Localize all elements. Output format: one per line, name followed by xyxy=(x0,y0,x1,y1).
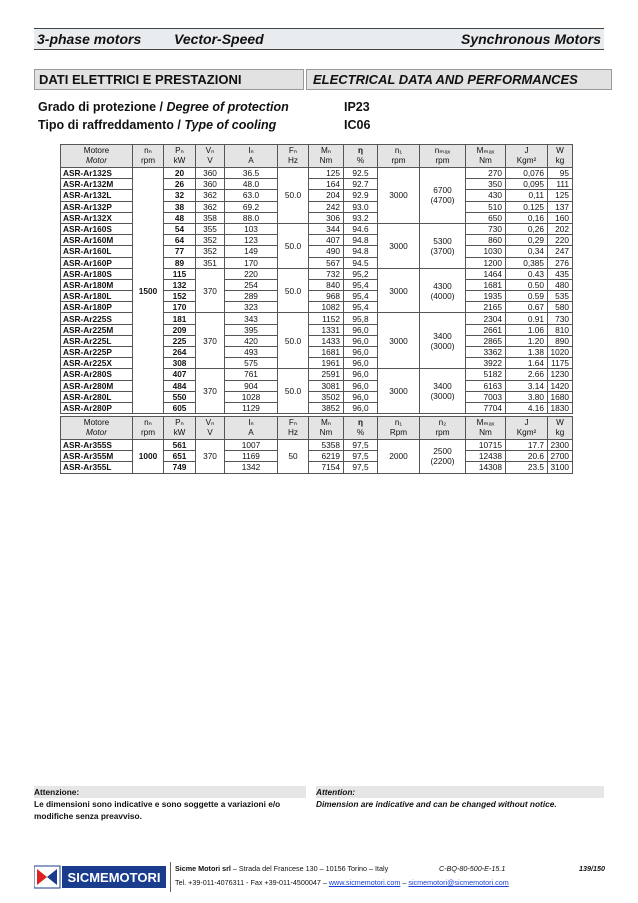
rated-power: 38 xyxy=(164,201,196,212)
cooling-value: IC06 xyxy=(344,118,371,132)
rated-current: 69.2 xyxy=(225,201,278,212)
rated-torque: 242 xyxy=(309,201,344,212)
col-in: Iₙ A xyxy=(225,417,278,440)
weight: 202 xyxy=(548,223,573,234)
col-j: J Kgm² xyxy=(506,417,548,440)
col-mmax: Mₘₐₓ Nm xyxy=(466,417,506,440)
rated-torque: 490 xyxy=(309,246,344,257)
efficiency: 95,8 xyxy=(344,313,378,324)
motor-model: ASR-Ar132X xyxy=(61,212,133,223)
section-title-english: ELECTRICAL DATA AND PERFORMANCES xyxy=(306,69,612,90)
motor-model: ASR-Ar280S xyxy=(61,369,133,380)
max-torque: 510 xyxy=(466,201,506,212)
base-speed: 3000 xyxy=(378,168,420,224)
rated-power: 32 xyxy=(164,190,196,201)
rated-power: 115 xyxy=(164,268,196,279)
col-vn: Vₙ V xyxy=(196,145,225,168)
col-j: J Kgm² xyxy=(506,145,548,168)
inertia: 1.38 xyxy=(506,347,548,358)
note-english-title: Attention: xyxy=(316,786,604,798)
rated-torque: 7154 xyxy=(309,462,344,473)
rated-current: 103 xyxy=(225,223,278,234)
efficiency: 92.5 xyxy=(344,168,378,179)
rated-torque: 1681 xyxy=(309,347,344,358)
motor-model: ASR-Ar132P xyxy=(61,201,133,212)
col-mn: Mₙ Nm xyxy=(309,145,344,168)
motor-model: ASR-Ar160P xyxy=(61,257,133,268)
rated-voltage: 352 xyxy=(196,235,225,246)
max-torque: 3362 xyxy=(466,347,506,358)
inertia: 1.06 xyxy=(506,324,548,335)
table2-header-row xyxy=(61,417,573,440)
inertia: 0.50 xyxy=(506,279,548,290)
base-speed: 3000 xyxy=(378,313,420,369)
motor-model: ASR-Ar355M xyxy=(61,451,133,462)
motor-model: ASR-Ar180M xyxy=(61,279,133,290)
note-italian-title: Attenzione: xyxy=(34,786,306,798)
rated-power: 64 xyxy=(164,235,196,246)
rated-voltage: 362 xyxy=(196,201,225,212)
rated-voltage: 351 xyxy=(196,257,225,268)
max-speed: 2500 (2200) xyxy=(420,440,466,474)
inertia: 20.6 xyxy=(506,451,548,462)
efficiency: 95,2 xyxy=(344,268,378,279)
rated-current: 220 xyxy=(225,268,278,279)
section-title-italian: DATI ELETTRICI E PRESTAZIONI xyxy=(34,69,304,90)
inertia: 17.7 xyxy=(506,440,548,451)
inertia: 3.80 xyxy=(506,391,548,402)
rated-power: 20 xyxy=(164,168,196,179)
rated-power: 209 xyxy=(164,324,196,335)
motor-model: ASR-Ar225M xyxy=(61,324,133,335)
rated-current: 48.0 xyxy=(225,179,278,190)
motor-model: ASR-Ar280P xyxy=(61,402,133,413)
inertia: 0,34 xyxy=(506,246,548,257)
max-torque: 14308 xyxy=(466,462,506,473)
document-header xyxy=(34,28,604,50)
rated-current: 343 xyxy=(225,313,278,324)
header-right-title: Synchronous Motors xyxy=(460,31,601,47)
weight: 1830 xyxy=(548,402,573,413)
weight: 1020 xyxy=(548,347,573,358)
frequency: 50.0 xyxy=(278,369,309,414)
col-motor: Motore Motor xyxy=(61,145,133,168)
protection-label: Grado di protezione / Degree of protection xyxy=(38,100,289,114)
efficiency: 97,5 xyxy=(344,462,378,473)
max-torque: 2661 xyxy=(466,324,506,335)
weight: 1175 xyxy=(548,358,573,369)
rated-torque: 6219 xyxy=(309,451,344,462)
footer-contacts-line: Tel. +39-011-4076311 - Fax +39-011-4500047 – www.sicmemotori.com – sicmemotori@sicmemotori.com xyxy=(175,878,509,887)
efficiency: 97,5 xyxy=(344,451,378,462)
max-torque: 10715 xyxy=(466,440,506,451)
frequency: 50.0 xyxy=(278,168,309,224)
rated-power: 605 xyxy=(164,402,196,413)
rated-torque: 3502 xyxy=(309,391,344,402)
rated-current: 123 xyxy=(225,235,278,246)
inertia: 1.64 xyxy=(506,358,548,369)
rated-power: 407 xyxy=(164,369,196,380)
rated-current: 1129 xyxy=(225,402,278,413)
rated-torque: 125 xyxy=(309,168,344,179)
weight: 730 xyxy=(548,313,573,324)
col-nmax: nₘₐₓ rpm xyxy=(420,145,466,168)
rated-current: 761 xyxy=(225,369,278,380)
col-in: Iₙ A xyxy=(225,145,278,168)
motor-model: ASR-Ar160M xyxy=(61,235,133,246)
rated-current: 63.0 xyxy=(225,190,278,201)
motor-model: ASR-Ar355L xyxy=(61,462,133,473)
cooling-label: Tipo di raffreddamento / Type of cooling xyxy=(38,118,277,132)
motor-model: ASR-Ar355S xyxy=(61,440,133,451)
motor-model: ASR-Ar160S xyxy=(61,223,133,234)
motor-model: ASR-Ar180L xyxy=(61,291,133,302)
weight: 890 xyxy=(548,335,573,346)
col-mn: Mₙ Nm xyxy=(309,417,344,440)
inertia: 0.59 xyxy=(506,291,548,302)
rated-voltage: 370 xyxy=(196,369,225,414)
rated-voltage: 370 xyxy=(196,313,225,369)
rated-torque: 3852 xyxy=(309,402,344,413)
electrical-data-table-1500rpm xyxy=(60,144,573,414)
weight: 3100 xyxy=(548,462,573,473)
max-torque: 2165 xyxy=(466,302,506,313)
motor-model: ASR-Ar160L xyxy=(61,246,133,257)
rated-torque: 1331 xyxy=(309,324,344,335)
note-italian-text: Le dimensioni sono indicative e sono soggette a variazioni e/o modifiche senza preavviso. xyxy=(34,799,281,821)
weight: 220 xyxy=(548,235,573,246)
rated-torque: 204 xyxy=(309,190,344,201)
rated-power: 152 xyxy=(164,291,196,302)
efficiency: 94.5 xyxy=(344,257,378,268)
rated-voltage: 370 xyxy=(196,268,225,313)
rated-torque: 1961 xyxy=(309,358,344,369)
rated-torque: 306 xyxy=(309,212,344,223)
rated-torque: 5358 xyxy=(309,440,344,451)
max-torque: 730 xyxy=(466,223,506,234)
motor-model: ASR-Ar225P xyxy=(61,347,133,358)
rated-torque: 1152 xyxy=(309,313,344,324)
rated-torque: 2591 xyxy=(309,369,344,380)
rated-current: 420 xyxy=(225,335,278,346)
motor-model: ASR-Ar225S xyxy=(61,313,133,324)
inertia: 0.43 xyxy=(506,268,548,279)
weight: 125 xyxy=(548,190,573,201)
rated-voltage: 355 xyxy=(196,223,225,234)
weight: 276 xyxy=(548,257,573,268)
rated-power: 89 xyxy=(164,257,196,268)
footer-website-link[interactable]: www.sicmemotori.com xyxy=(328,878,401,887)
rated-torque: 840 xyxy=(309,279,344,290)
rated-torque: 407 xyxy=(309,235,344,246)
weight: 137 xyxy=(548,201,573,212)
base-speed: 3000 xyxy=(378,268,420,313)
inertia: 1.20 xyxy=(506,335,548,346)
rated-voltage: 360 xyxy=(196,179,225,190)
max-torque: 12438 xyxy=(466,451,506,462)
protection-value: IP23 xyxy=(344,100,370,114)
rated-power: 26 xyxy=(164,179,196,190)
table-row xyxy=(61,440,573,451)
efficiency: 96,0 xyxy=(344,335,378,346)
max-torque: 350 xyxy=(466,179,506,190)
footer-address: – Strada del Francese 130 – 10156 Torino – Italy xyxy=(230,864,389,873)
rated-speed: 1000 xyxy=(133,440,164,474)
efficiency: 93.0 xyxy=(344,201,378,212)
footer-address-line xyxy=(175,862,609,876)
note-english-text: Dimension are indicative and can be changed without notice. xyxy=(316,799,557,809)
col-nn: nₙ rpm xyxy=(133,145,164,168)
max-torque: 430 xyxy=(466,190,506,201)
inertia: 0,076 xyxy=(506,168,548,179)
max-speed: 6700 (4700) xyxy=(420,168,466,224)
col-vn: Vₙ V xyxy=(196,417,225,440)
rated-current: 493 xyxy=(225,347,278,358)
rated-power: 651 xyxy=(164,451,196,462)
weight: 535 xyxy=(548,291,573,302)
weight: 95 xyxy=(548,168,573,179)
max-torque: 1464 xyxy=(466,268,506,279)
efficiency: 96,0 xyxy=(344,380,378,391)
rated-torque: 1082 xyxy=(309,302,344,313)
col-eta: η % xyxy=(344,417,378,440)
frequency: 50 xyxy=(278,440,309,474)
rated-power: 484 xyxy=(164,380,196,391)
rated-current: 170 xyxy=(225,257,278,268)
rated-current: 254 xyxy=(225,279,278,290)
max-torque: 2865 xyxy=(466,335,506,346)
frequency: 50.0 xyxy=(278,268,309,313)
rated-torque: 344 xyxy=(309,223,344,234)
efficiency: 95,4 xyxy=(344,302,378,313)
rated-voltage: 370 xyxy=(196,440,225,474)
weight: 247 xyxy=(548,246,573,257)
footer-doc-code: C-BQ-80-500-E-15.1 xyxy=(439,864,506,873)
rated-power: 225 xyxy=(164,335,196,346)
footer-contacts: Tel. +39-011-4076311 - Fax +39-011-4500047 – xyxy=(175,878,329,887)
rated-current: 88.0 xyxy=(225,212,278,223)
inertia: 23.5 xyxy=(506,462,548,473)
motor-model: ASR-Ar180P xyxy=(61,302,133,313)
weight: 435 xyxy=(548,268,573,279)
footer-info xyxy=(170,862,609,892)
efficiency: 95,4 xyxy=(344,279,378,290)
max-torque: 1935 xyxy=(466,291,506,302)
rated-power: 749 xyxy=(164,462,196,473)
max-torque: 1030 xyxy=(466,246,506,257)
header-left-title: 3-phase motors xyxy=(37,31,142,47)
rated-torque: 567 xyxy=(309,257,344,268)
motor-model: ASR-Ar132L xyxy=(61,190,133,201)
max-torque: 7704 xyxy=(466,402,506,413)
efficiency: 96,0 xyxy=(344,324,378,335)
footer-email-link[interactable]: sicmemotori@sicmemotori.com xyxy=(408,878,509,887)
weight: 1680 xyxy=(548,391,573,402)
inertia: 0.125 xyxy=(506,201,548,212)
max-torque: 3922 xyxy=(466,358,506,369)
rated-power: 54 xyxy=(164,223,196,234)
base-speed: 2000 xyxy=(378,440,420,474)
max-torque: 5182 xyxy=(466,369,506,380)
rated-speed: 1500 xyxy=(133,168,164,414)
weight: 2700 xyxy=(548,451,573,462)
rated-current: 36.5 xyxy=(225,168,278,179)
col-pn: Pₙ kW xyxy=(164,145,196,168)
weight: 2300 xyxy=(548,440,573,451)
rated-torque: 968 xyxy=(309,291,344,302)
col-n1: n₁ Rpm xyxy=(378,417,420,440)
col-pn: Pₙ kW xyxy=(164,417,196,440)
rated-power: 550 xyxy=(164,391,196,402)
max-speed: 3400 (3000) xyxy=(420,313,466,369)
col-w: W kg xyxy=(548,417,573,440)
efficiency: 93.2 xyxy=(344,212,378,223)
col-n2: n₂ rpm xyxy=(420,417,466,440)
motor-model: ASR-Ar225X xyxy=(61,358,133,369)
inertia: 0.67 xyxy=(506,302,548,313)
efficiency: 97,5 xyxy=(344,440,378,451)
motor-model: ASR-Ar132S xyxy=(61,168,133,179)
max-torque: 860 xyxy=(466,235,506,246)
col-motor: Motore Motor xyxy=(61,417,133,440)
motor-model: ASR-Ar280L xyxy=(61,391,133,402)
col-nn: nₙ rpm xyxy=(133,417,164,440)
base-speed: 3000 xyxy=(378,223,420,268)
weight: 111 xyxy=(548,179,573,190)
inertia: 3.14 xyxy=(506,380,548,391)
inertia: 0,26 xyxy=(506,223,548,234)
max-torque: 270 xyxy=(466,168,506,179)
efficiency: 92.7 xyxy=(344,179,378,190)
weight: 580 xyxy=(548,302,573,313)
motor-model: ASR-Ar225L xyxy=(61,335,133,346)
max-speed: 5300 (3700) xyxy=(420,223,466,268)
inertia: 0,11 xyxy=(506,190,548,201)
rated-current: 1342 xyxy=(225,462,278,473)
weight: 160 xyxy=(548,212,573,223)
rated-current: 149 xyxy=(225,246,278,257)
rated-power: 561 xyxy=(164,440,196,451)
rated-voltage: 362 xyxy=(196,190,225,201)
max-torque: 7003 xyxy=(466,391,506,402)
frequency: 50.0 xyxy=(278,313,309,369)
motor-model: ASR-Ar180S xyxy=(61,268,133,279)
weight: 480 xyxy=(548,279,573,290)
col-n1: n₁ rpm xyxy=(378,145,420,168)
rated-voltage: 352 xyxy=(196,246,225,257)
efficiency: 96,0 xyxy=(344,391,378,402)
max-torque: 1681 xyxy=(466,279,506,290)
rated-current: 1169 xyxy=(225,451,278,462)
table-row xyxy=(61,168,573,179)
base-speed: 3000 xyxy=(378,369,420,414)
efficiency: 95,4 xyxy=(344,291,378,302)
rated-current: 323 xyxy=(225,302,278,313)
efficiency: 96,0 xyxy=(344,358,378,369)
col-eta: η % xyxy=(344,145,378,168)
weight: 1420 xyxy=(548,380,573,391)
col-fn: Fₙ Hz xyxy=(278,145,309,168)
note-english xyxy=(316,786,604,810)
max-torque: 650 xyxy=(466,212,506,223)
max-torque: 6163 xyxy=(466,380,506,391)
electrical-data-table-1000rpm xyxy=(60,416,573,474)
efficiency: 96,0 xyxy=(344,369,378,380)
inertia: 0,385 xyxy=(506,257,548,268)
efficiency: 96,0 xyxy=(344,402,378,413)
rated-power: 264 xyxy=(164,347,196,358)
rated-torque: 164 xyxy=(309,179,344,190)
rated-voltage: 360 xyxy=(196,168,225,179)
rated-power: 132 xyxy=(164,279,196,290)
efficiency: 94.8 xyxy=(344,235,378,246)
rated-current: 575 xyxy=(225,358,278,369)
rated-current: 904 xyxy=(225,380,278,391)
rated-power: 308 xyxy=(164,358,196,369)
footer-page-number: 139/150 xyxy=(579,864,605,873)
note-italian xyxy=(34,786,306,822)
footer-company: Sicme Motori srl xyxy=(175,864,231,873)
frequency: 50.0 xyxy=(278,223,309,268)
inertia: 0,095 xyxy=(506,179,548,190)
efficiency: 94.8 xyxy=(344,246,378,257)
rated-power: 181 xyxy=(164,313,196,324)
efficiency: 96,0 xyxy=(344,347,378,358)
inertia: 0.91 xyxy=(506,313,548,324)
rated-current: 1028 xyxy=(225,391,278,402)
motor-model: ASR-Ar280M xyxy=(61,380,133,391)
svg-text:SICMEMOTORI: SICMEMOTORI xyxy=(67,870,161,885)
efficiency: 92.9 xyxy=(344,190,378,201)
weight: 810 xyxy=(548,324,573,335)
weight: 1230 xyxy=(548,369,573,380)
rated-voltage: 358 xyxy=(196,212,225,223)
rated-current: 395 xyxy=(225,324,278,335)
rated-torque: 3081 xyxy=(309,380,344,391)
rated-power: 48 xyxy=(164,212,196,223)
inertia: 0,16 xyxy=(506,212,548,223)
col-w: W kg xyxy=(548,145,573,168)
table1-header-row xyxy=(61,145,573,168)
inertia: 2.66 xyxy=(506,369,548,380)
max-torque: 2304 xyxy=(466,313,506,324)
max-torque: 1200 xyxy=(466,257,506,268)
rated-power: 170 xyxy=(164,302,196,313)
rated-torque: 1433 xyxy=(309,335,344,346)
motor-model: ASR-Ar132M xyxy=(61,179,133,190)
header-center-title: Vector-Speed xyxy=(174,31,264,47)
col-fn: Fₙ Hz xyxy=(278,417,309,440)
rated-current: 289 xyxy=(225,291,278,302)
rated-power: 77 xyxy=(164,246,196,257)
rated-torque: 732 xyxy=(309,268,344,279)
company-logo xyxy=(34,862,166,892)
max-speed: 4300 (4000) xyxy=(420,268,466,313)
rated-current: 1007 xyxy=(225,440,278,451)
max-speed: 3400 (3000) xyxy=(420,369,466,414)
inertia: 0,29 xyxy=(506,235,548,246)
inertia: 4.16 xyxy=(506,402,548,413)
efficiency: 94.6 xyxy=(344,223,378,234)
col-mmax: Mₘₐₓ Nm xyxy=(466,145,506,168)
